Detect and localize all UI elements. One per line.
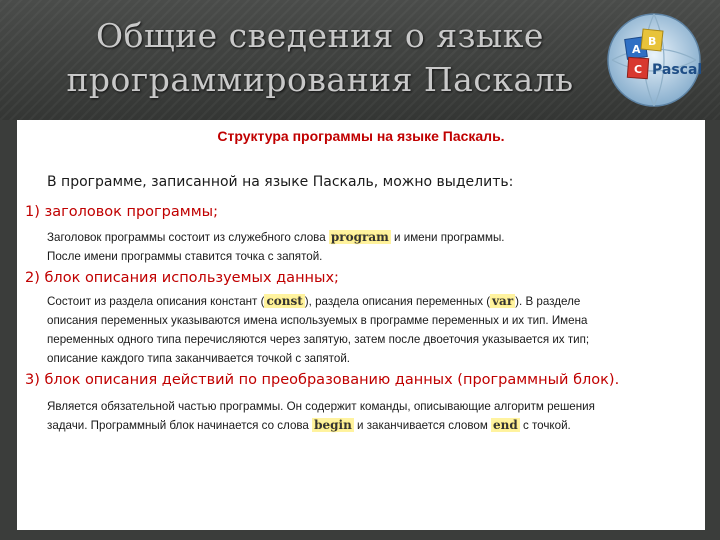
slide-header xyxy=(0,0,720,120)
section-3-line-1: Является обязательной частью программы. Он содержит команды, описывающие алгоритм решения xyxy=(47,400,595,413)
section-2-body xyxy=(47,292,689,368)
section-1-line-2: После имени программы ставится точка с запятой. xyxy=(47,250,323,263)
section-1-line-1 xyxy=(47,228,689,247)
pascal-logo-icon xyxy=(598,8,710,112)
text-run: ), раздела описания переменных ( xyxy=(304,295,491,308)
title-line-1: Общие сведения о языке xyxy=(96,16,544,55)
keyword-begin: begin xyxy=(314,418,352,432)
section-3-line-2 xyxy=(47,416,689,435)
section-1-body xyxy=(47,228,689,266)
section-3-body xyxy=(47,397,689,435)
logo-letter-c: C xyxy=(634,63,643,76)
section-2-line-1 xyxy=(47,292,689,311)
keyword-end: end xyxy=(493,418,518,432)
text-run: Состоит из раздела описания констант ( xyxy=(47,295,265,308)
keyword-const: const xyxy=(266,294,303,308)
text-run: с точкой. xyxy=(519,419,571,432)
logo-letter-b: B xyxy=(648,35,657,48)
text-run: и имени программы. xyxy=(390,231,505,244)
content-panel xyxy=(17,120,705,530)
section-1-heading: 1) заголовок программы; xyxy=(25,204,218,220)
content-subtitle: Структура программы на языке Паскаль. xyxy=(217,128,505,144)
text-run: Заголовок программы состоит из служебного слова xyxy=(47,231,329,244)
intro-text: В программе, записанной на языке Паскаль, можно выделить: xyxy=(47,174,514,190)
text-run: ). В разделе xyxy=(515,295,581,308)
section-2-line-4: описание каждого типа заканчивается точкой с запятой. xyxy=(47,352,351,365)
title-line-2: программирования Паскаль xyxy=(66,60,574,99)
slide-title xyxy=(40,14,600,102)
section-3-heading: 3) блок описания действий по преобразованию данных (программный блок). xyxy=(25,372,620,388)
logo-word: Pascal xyxy=(652,62,703,78)
section-2-line-3: переменных одного типа перечисляются через запятую, затем после двоеточия указывается их тип; xyxy=(47,333,590,346)
keyword-var: var xyxy=(492,294,514,308)
section-2-heading: 2) блок описания используемых данных; xyxy=(25,270,339,286)
keyword-program: program xyxy=(330,230,389,244)
text-run: задачи. Программный блок начинается со слова xyxy=(47,419,313,432)
text-run: и заканчивается словом xyxy=(353,419,492,432)
section-2-line-2: описания переменных указываются имена используемых в программе переменных и их тип. Имена xyxy=(47,314,588,327)
logo-letter-a: A xyxy=(632,43,641,56)
